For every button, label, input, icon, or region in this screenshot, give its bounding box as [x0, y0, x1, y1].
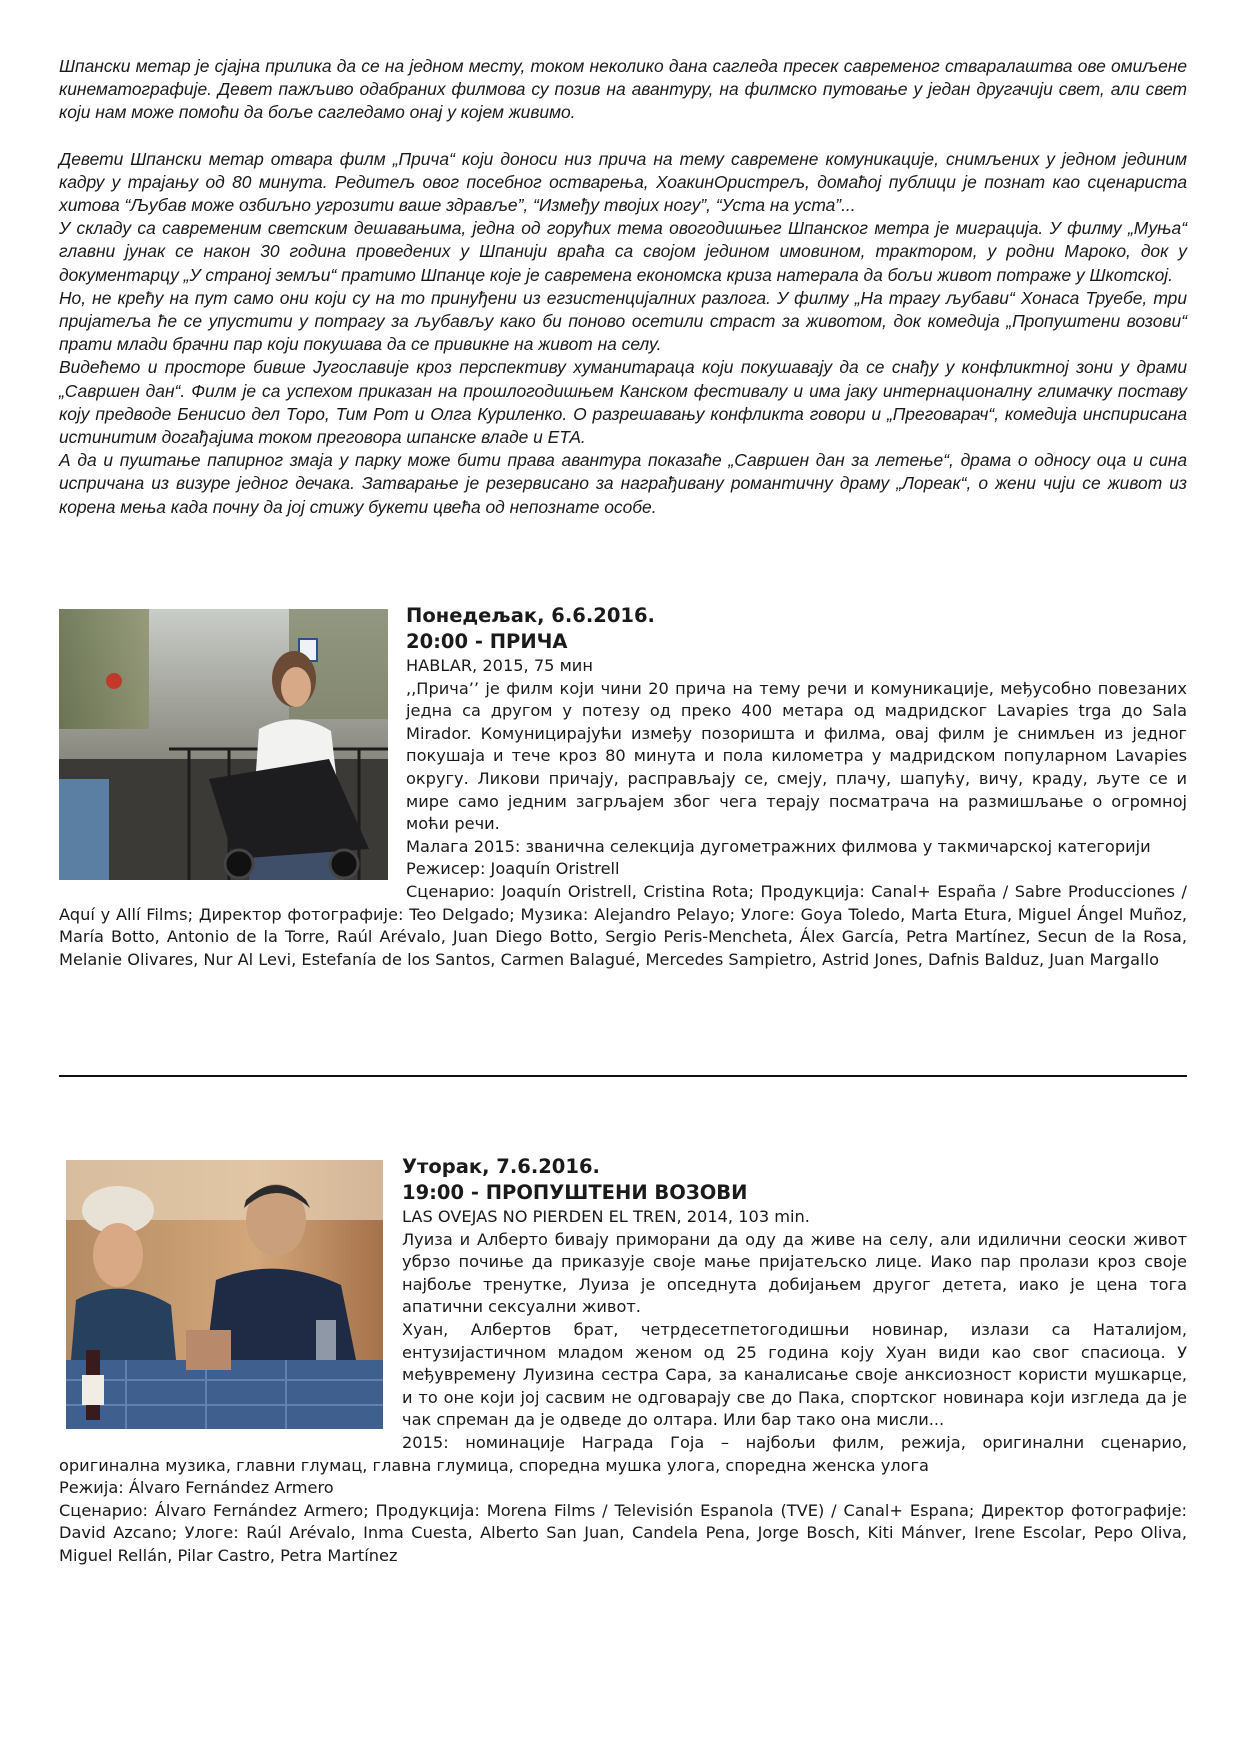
film-credits: Сценарио: Álvaro Fernández Armero; Продукција: Morena Films / Televisión Espanola (TVE) / Canal+ Espana; Директор фотографије: David Azcano; Улоге: Raúl Arévalo, Inma Cuesta, Alberto San Juan, Candela Pena, Jorge Bosch, Kiti Mánver, Irene Escolar, Pepo Oliva, Miguel Rellán, Pilar Castro, Petra Martínez — [59, 1500, 1187, 1565]
film-festival: Малага 2015: званична селекција дугометражних филмова у такмичарској категорији — [406, 836, 1151, 856]
film-entry-hablar — [59, 603, 1187, 971]
film-meta: HABLAR, 2015, 75 мин — [406, 656, 593, 675]
film-entry-las-ovejas — [59, 1154, 1187, 1568]
film-director: Режисер: Joaquín Oristrell — [406, 859, 620, 879]
intro-paragraph: Но, не крећу на пут само они који су на то принуђени из егзистенцијалних разлога. У филму „На трагу љубави“ Хонаса Труебе, три пријатеља ће се упустити у потрагу за љубављу како би поново осетили страст за животом, док комедија „Пропуштени возови“ прати млади брачни пар који покушава да се привикне на живот на селу. — [59, 287, 1187, 355]
film-director: Режија: Álvaro Fernández Armero — [59, 1478, 334, 1498]
intro-paragraph: У складу са савременим светским дешавањима, једна од горућих тема овогодишњег Шпанског метра је миграција. У филму „Муња“ главни јунак се након 30 година проведених у Шпанији враћа са својом једином имовином, трактором, у родни Мароко, док у документарцу „У страној земљи“ пратимо Шпанце које је савремена економска криза натерала да бољи живот потраже у Шкотској. — [59, 218, 1187, 285]
film-still-woman-with-pram — [59, 609, 388, 880]
screening-date: Уторак, 7.6.2016. — [402, 1155, 600, 1178]
film-still-couple-at-table — [66, 1160, 383, 1429]
film-synopsis: ,,Прича’’ је филм који чини 20 прича на тему речи и комуникације, међусобно повезаних једна са другом у потезу од преко 400 метара од мадридског Lavapies trga до Sala Mirador. Комуницирајући између позоришта и филма, овај филм је снимљен из једног покушаја и тече кроз 80 минута и пола километра у мадридском популарном Lavapies округу. Ликови причају, расправљају се, смеју, плачу, шапућу, вичу, краду, љуте се и мире само једним загрљајем због чега терају посматрача на размишљање о огромној моћи речи. — [406, 678, 1187, 834]
intro-paragraph: А да и пуштање папирног змаја у парку може бити права авантура показаће „Савршен дан за летење“, драма о односу оца и сина испричана из визуре једног дечака. Затварање је резервисано за награђивану романтичну драму „Лореак“, о жени чији се живот из корена мења када почну да јој стижу букети цвећа од непознате особе. — [59, 450, 1187, 517]
intro-paragraph: Видећемо и просторе бивше Југославије кроз перспективу хуманитараца који покушавају да се снађу у конфликтној зони у драми „Савршен дан“. Филм је са успехом приказан на прошлогодишњем Канском фестивалу и има јаку интернационалну глимачку поставу коју предводе Бенисио дел Торо, Тим Рот и Олга Куриленко. О разрешавању конфликта говори и „Преговарач“, комедија инспирисана истинитим догађајима током преговора шпанске владе и ЕТА. — [59, 357, 1187, 448]
film-synopsis: Хуан, Албертов брат, четрдесетпетогодишњи новинар, излази са Наталијом, ентузијастичном младом женом од 25 година коју Хуан види као свог спасиоца. У међувремену Луизина сестра Сара, за каналисање своје анксиозност користи мушкарце, и то оне који јој сасвим не одговарају све до Пака, спортског новинара који изгледа да је чак спреман да је одведе до олтара. Или бар тако она мисли... — [402, 1319, 1187, 1430]
film-credits: Сценарио: Joaquín Oristrell, Cristina Rota; Продукција: Canal+ España / Sabre Producciones / Aquí y Allí Films; Директор фотографије: Teo Delgado; Музика: Alejandro Pelayo; Улоге: Goya Toledo, Marta Etura, Miguel Ángel Muñoz, María Botto, Antonio de la Torre, Raúl Arévalo, Juan Diego Botto, Sergio Peris-Mencheta, Álex García, Petra Martínez, Secun de la Rosa, Melanie Olivares, Nur Al Levi, Estefanía de los Santos, Carmen Balagué, Mercedes Sampietro, Astrid Jones, Dafnis Balduz, Juan Margallo — [59, 881, 1187, 969]
film-synopsis: Луиза и Алберто бивају приморани да оду да живе на селу, али идилични сеоски живот убрзо почиње да приказује своје мање пријатељско лице. Иако пар пролази кроз своје најбоље тренутке, Луиза је опседнута добијањем другог детета, иако је цена тога апатични сексуални живот. — [402, 1229, 1187, 1317]
film-still-photo — [66, 1160, 383, 1429]
screening-date: Понедељак, 6.6.2016. — [406, 604, 655, 627]
page — [59, 55, 1187, 1565]
intro-text — [59, 55, 1187, 519]
intro-paragraph: Девети Шпански метар отвара филм „Прича“ који доноси низ прича на тему савремене комуникације, снимљених у једном јединим кадру у трајању од 80 минута. Редитељ овог посебног остварења, ХоакинОристрељ, домаћој публици је познат као сценариста хитова “Љубав може озбиљно угрозити ваше здравље”, “Између твојих ногу”, “Уста на уста”... — [59, 148, 1187, 216]
section-divider — [59, 1075, 1187, 1077]
film-still-photo — [59, 609, 388, 880]
film-meta: LAS OVEJAS NO PIERDEN EL TREN, 2014, 103 min. — [402, 1207, 810, 1226]
intro-paragraph: Шпански метар је сјајна прилика да се на једном месту, током неколико дана сагледа пресек савременог стваралаштва ове омиљене кинематографије. Девет пажљиво одабраних филмова су позив на авантуру, на филмско путовање у један другачији свет, али свет који нам може помоћи да боље сагледамо онај у којем живимо. — [59, 56, 1187, 123]
screening-title: 19:00 - ПРОПУШТЕНИ ВОЗОВИ — [402, 1181, 748, 1204]
screening-title: 20:00 - ПРИЧА — [406, 630, 568, 653]
film-awards: 2015: номинације Награда Гоја – најбољи филм, режија, оригинални сценарио, оригинална музика, главни глумац, главна глумица, споредна мушка улога, споредна женска улога — [59, 1432, 1187, 1475]
